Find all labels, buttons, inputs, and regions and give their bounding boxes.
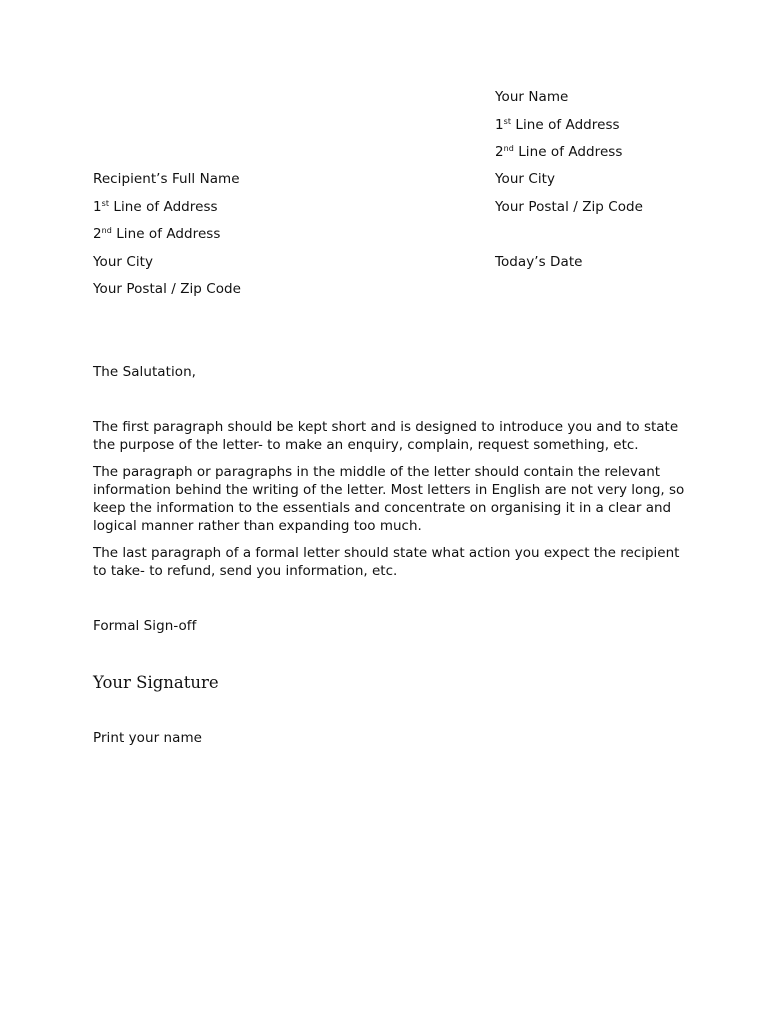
printed-name: Print your name [93,730,203,746]
recipient-city: Your City [93,254,154,270]
recipient-address-line-2-ordinal: nd [101,226,112,235]
sender-address-line-1-number: 1 [495,117,504,133]
sign-off: Formal Sign-off [93,618,197,634]
body-paragraph-last: The last paragraph of a formal letter should state what action you expect the recipient to take- to refund, send you information, etc. [93,545,680,579]
sender-name: Your Name [495,89,569,105]
recipient-name: Recipient’s Full Name [93,171,240,187]
recipient-address-line-1 [93,198,218,216]
recipient-address-line-1-number: 1 [93,199,102,215]
signature: Your Signature [93,673,219,692]
sender-address-line-2-ordinal: nd [503,144,514,153]
sender-postal-code: Your Postal / Zip Code [495,199,644,215]
body-paragraph-middle: The paragraph or paragraphs in the middle of the letter should contain the relevant information behind the writing of the letter. Most letters in English are not very long, so keep the information to the essentials and concentrate on organising it in a clear and logical manner rather than expanding too much. [93,464,685,534]
recipient-address-line-2-number: 2 [93,226,102,242]
recipient-postal-code: Your Postal / Zip Code [93,281,242,297]
sender-address-line-2-number: 2 [495,144,504,160]
sender-city: Your City [495,171,556,187]
recipient-address-line-1-ordinal: st [101,199,110,208]
salutation: The Salutation, [93,364,197,380]
recipient-address-line-1-text: Line of Address [109,199,218,215]
sender-address-line-2-text: Line of Address [513,144,623,160]
sender-address-line-2 [495,143,622,161]
letter-date: Today’s Date [495,254,583,270]
body-paragraph-first: The first paragraph should be kept short and is designed to introduce you and to state the purpose of the letter- to make an enquiry, complain, request something, etc. [93,419,679,453]
recipient-address-line-2-text: Line of Address [111,226,221,242]
recipient-address-line-2 [93,225,220,243]
sender-address-line-1 [495,116,620,134]
sender-address-line-1-text: Line of Address [511,117,620,133]
sender-address-line-1-ordinal: st [503,117,512,126]
